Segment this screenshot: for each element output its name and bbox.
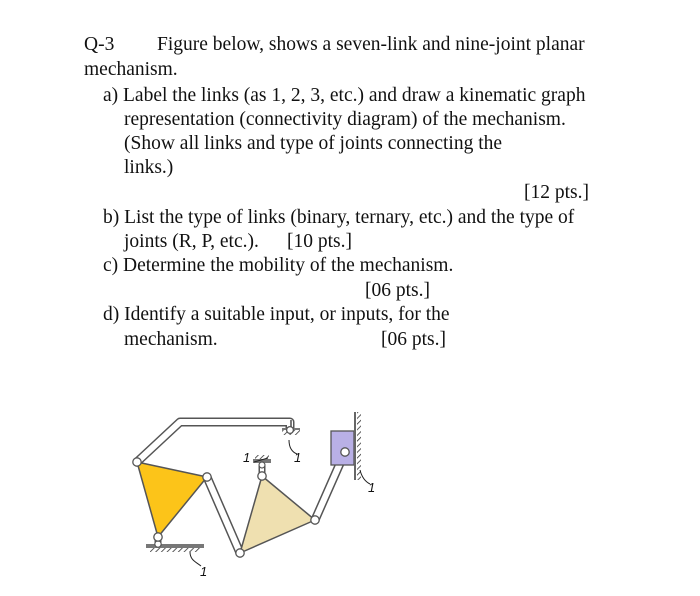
part-d-points: [06 pts.] (381, 329, 446, 350)
ground-label-bottom: 1 (200, 564, 208, 579)
part-a-line4: links.) (124, 157, 174, 178)
part-a-points: [12 pts.] (524, 182, 589, 203)
ground-label-middle-right: 1 (294, 450, 302, 465)
part-a-line3: (Show all links and type of joints connecting the (124, 133, 503, 154)
ground-bottom (146, 541, 204, 552)
question-intro-line1: Figure below, shows a seven-link and nine-joint planar (157, 34, 585, 55)
part-c-line1: c) Determine the mobility of the mechanism. (103, 255, 454, 276)
part-a-line2: representation (connectivity diagram) of the mechanism. (124, 109, 566, 130)
part-a-line1: a) Label the links (as 1, 2, 3, etc.) and draw a kinematic graph (103, 85, 586, 106)
part-d-line1: d) Identify a suitable input, or inputs, for the (103, 304, 450, 325)
coupler-link (207, 477, 240, 553)
part-c-points: [06 pts.] (365, 280, 430, 301)
part-b-line1: b) List the type of links (binary, ternary, etc.) and the type of (103, 207, 575, 228)
part-d-line2: mechanism. (124, 329, 218, 350)
question-number: Q-3 (84, 34, 115, 55)
ground-label-slider: 1 (368, 480, 376, 495)
question-intro-line2: mechanism. (84, 59, 178, 80)
ternary-link-left (137, 462, 207, 537)
part-b-line2: joints (R, P, etc.). (124, 231, 259, 252)
part-b-points: [10 pts.] (287, 231, 352, 252)
ternary-link-right (240, 476, 315, 553)
ground-label-middle-left: 1 (243, 450, 251, 465)
slider-guide (355, 412, 361, 480)
